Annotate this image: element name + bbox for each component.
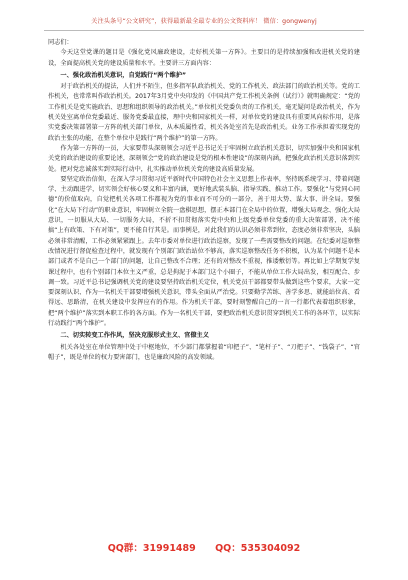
section-1-paragraph-3: 要坚定政治信仰，在深入学习贯彻习近平新时代中国特色社会主义思想上作表率，坚持既系统学习、带着问题学、主动跟进学，切实领会好核心要义和丰富内涵，更好地武装头脑、指导实践、推动工作。要强化“与党同心同德”的价值取向，自觉把机关各项工作都视为党的事业而不可分的一部分，善于用大势、谋大事、讲全局。要强化“在大局下行动”的职业意识，牢固树立全院一盘棋思想，摆正本部门在全局中的位置，增强大局观念、强化大局意识，一切服从大局、一切服务大局，不折不扣贯彻落实党中央和上级党委单位党委的重大决策部署，决不能搞“上有政策、下有对策”，更不能自行其是。而事例是，对此我们的认识必须非常到位，态度必须非常坚决，头脑必须非常清醒，工作必须紧紧跟上。去年市委对单位进行政治巡察，发现了一些需要整改的问题。在纪委对巡察整改情况进行督促检查过程中，就发现有个别部门政治站位不够高，落实巡察整改任务不积极，认为某个问题不是本部门或者不是自己一个部门的问题，让自己整改不合理；还有的对整改不重视，推诿敷衍等。再比如上学期复学复课过程中，也有个别部门本位主义严重，总是拘泥于本部门这个小圈子，不能从单位工作大局出发，相互配合、步调一致。习近平总书记强调机关党的建设要坚持政治机关定位，机关党员干部都要带头做到这些个要求，大家一定要深刻认识、作为一名机关干部要增强机关意识，带头全面从严治党。只要勤学苦练、善学多思、就能站位高、看得远、思路清，在机关建设中发挥应有的作用。作为机关干部，要时刻警醒自己的一言一行都代表着组织形象，把“两个维护”落实到本职工作的各方面。作为一名机关干部，要把政治机关意识贯穿到机关工作的各环节，以实际行动践行“两个维护”。 — [48, 175, 360, 328]
section-1-paragraph-1: 对于政治机关的提法，人们并不陌生，但多指军队政治机关、党的工作机关、政法部门的政治机关等。党的工作机关，也常常叫作政治机关。2017年3月党中央印发的《中国共产党工作机关条例（试行）》就明确规定：“党的工作机关是党实施政治、思想和组织领导的政治机关。”单位机关党委负责的工作机关，毫无疑问是政治机关，作为机关处室离单位党委最近、服务党委最直接，理中央和国家机关一样，对单位党的建设具有重要风向标作用，是落实党委决策部署第一方阵的机关部门单位，从本质属性看，机关各处室首先是政治机关。业务工作承担着实现党的政治主张的功能，在整个单位中是践行“两个维护”的第一方阵。 — [48, 83, 360, 142]
intro-paragraph: 今天这堂党课的题目是《强化党风廉政建设，走好机关第一方阵》。主要目的是持续加强和改进机关党的建设，全面提高机关党的建设质量和水平。主要讲三方面内容： — [48, 49, 360, 67]
section-1-paragraph-2: 作为第一方阵的一员，大家要带头深刻领会习近平总书记关于牢固树立政治机关意识，切实加强中央和国家机关党的政治建设的重要论述，深刻领会“党的政治建设是党的根本性建设”的深刻内涵，把强化政治机关意识落到实处。把对党忠诚落实到实际行动中，扎实推动单位机关党的建设高质量发展。 — [48, 144, 360, 173]
header-divider — [44, 30, 364, 31]
footer-qq: QQ：535304092 — [215, 543, 301, 554]
footer-contact — [0, 540, 408, 554]
section-2-paragraph-1: 机关各处室在单位管理中处于中枢地位，不少部门都掌握着“印把子”、“笔杆子”、“刀把子”、“钱袋子”、“官帽子”，既是单位的权力要害部门，也是廉政风险的高发领域。 — [48, 343, 360, 361]
header-banner: 关注头条号“公文研究”，获得最新最全最专业的公文资料库！ 微信：gongwenyj — [91, 18, 317, 25]
section-1-heading: 一、强化政治机关意识，自觉践行“两个维护” — [60, 71, 187, 79]
salutation: 同志们： — [48, 39, 73, 46]
footer-qq-group: QQ群：31991489 — [107, 543, 196, 554]
document-body — [48, 38, 360, 363]
section-2-heading: 二、切实转变工作作风，坚决克服形式主义、官僚主义 — [60, 332, 209, 340]
